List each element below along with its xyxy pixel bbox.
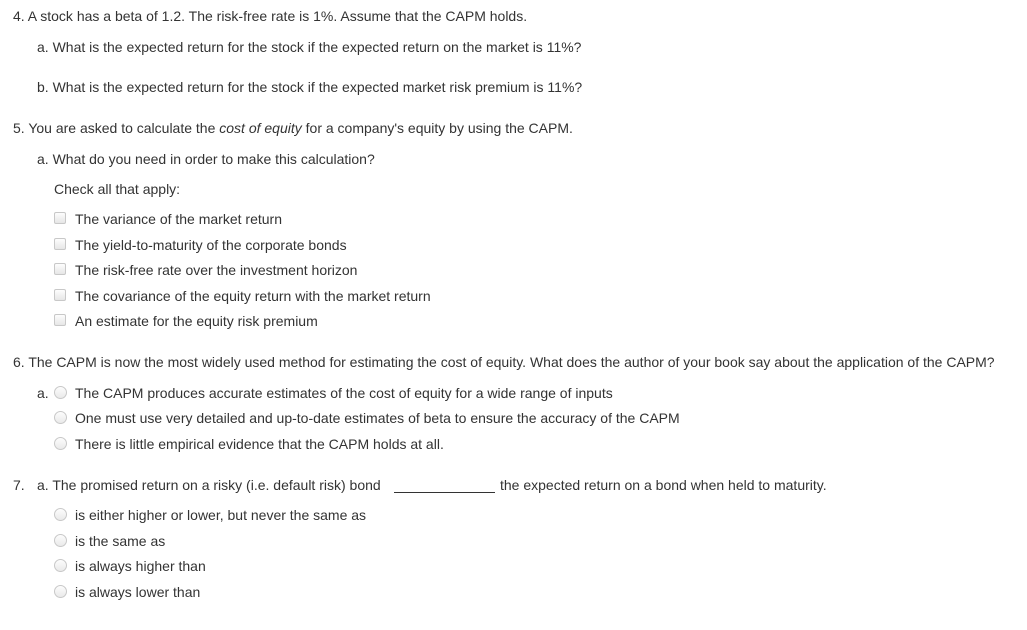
option-label: The covariance of the equity return with the market return xyxy=(75,288,431,304)
question-4b-text: b. What is the expected return for the stock if the expected market risk premium is 11%? xyxy=(37,79,583,95)
option-label: is always higher than xyxy=(75,558,206,574)
radio-detailed-beta[interactable] xyxy=(54,411,67,424)
checkbox-risk-free-rate[interactable] xyxy=(54,263,66,275)
question-4-text: 4. A stock has a beta of 1.2. The risk-free rate is 1%. Assume that the CAPM holds. xyxy=(13,8,528,24)
option-label: There is little empirical evidence that the CAPM holds at all. xyxy=(75,436,444,452)
checkbox-covariance[interactable] xyxy=(54,289,66,301)
option-label: is either higher or lower, but never the same as xyxy=(75,507,367,523)
question-5a-text: a. What do you need in order to make this calculation? xyxy=(37,151,375,167)
checkbox-market-variance[interactable] xyxy=(54,212,66,224)
radio-always-higher[interactable] xyxy=(54,559,67,572)
radio-higher-or-lower[interactable] xyxy=(54,508,67,521)
option-label: The variance of the market return xyxy=(75,211,282,227)
option-label: is the same as xyxy=(75,533,166,549)
option-label: One must use very detailed and up-to-date estimates of beta to ensure the accuracy of the CAPM xyxy=(75,410,680,426)
option-label: The yield-to-maturity of the corporate bonds xyxy=(75,237,347,253)
option-label: The CAPM produces accurate estimates of the cost of equity for a wide range of inputs xyxy=(75,385,613,401)
question-7-number: 7. xyxy=(13,477,25,493)
question-5-text xyxy=(13,120,573,136)
checkbox-yield-to-maturity[interactable] xyxy=(54,238,66,250)
radio-little-evidence[interactable] xyxy=(54,437,67,450)
question-7a-suffix: the expected return on a bond when held to maturity. xyxy=(500,477,827,493)
answer-blank[interactable] xyxy=(394,492,495,493)
question-5-italic-term: cost of equity xyxy=(219,120,302,136)
radio-same-as[interactable] xyxy=(54,534,67,547)
radio-always-lower[interactable] xyxy=(54,585,67,598)
question-6-text: 6. The CAPM is now the most widely used method for estimating the cost of equity. What does the author of your book say about the application of the CAPM? xyxy=(13,354,995,370)
option-label: An estimate for the equity risk premium xyxy=(75,313,318,329)
radio-accurate-estimates[interactable] xyxy=(54,386,67,399)
check-all-instruction: Check all that apply: xyxy=(54,181,181,197)
question-7a-prefix: a. The promised return on a risky (i.e. default risk) bond xyxy=(37,477,381,493)
question-4a-text: a. What is the expected return for the stock if the expected return on the market is 11%? xyxy=(37,39,582,55)
option-label: The risk-free rate over the investment horizon xyxy=(75,262,358,278)
question-5-prefix: 5. You are asked to calculate the xyxy=(13,120,220,136)
option-label: is always lower than xyxy=(75,584,201,600)
checkbox-equity-risk-premium[interactable] xyxy=(54,314,66,326)
question-5-suffix: for a company's equity by using the CAPM. xyxy=(301,120,573,136)
question-6a-label: a. xyxy=(37,385,49,401)
